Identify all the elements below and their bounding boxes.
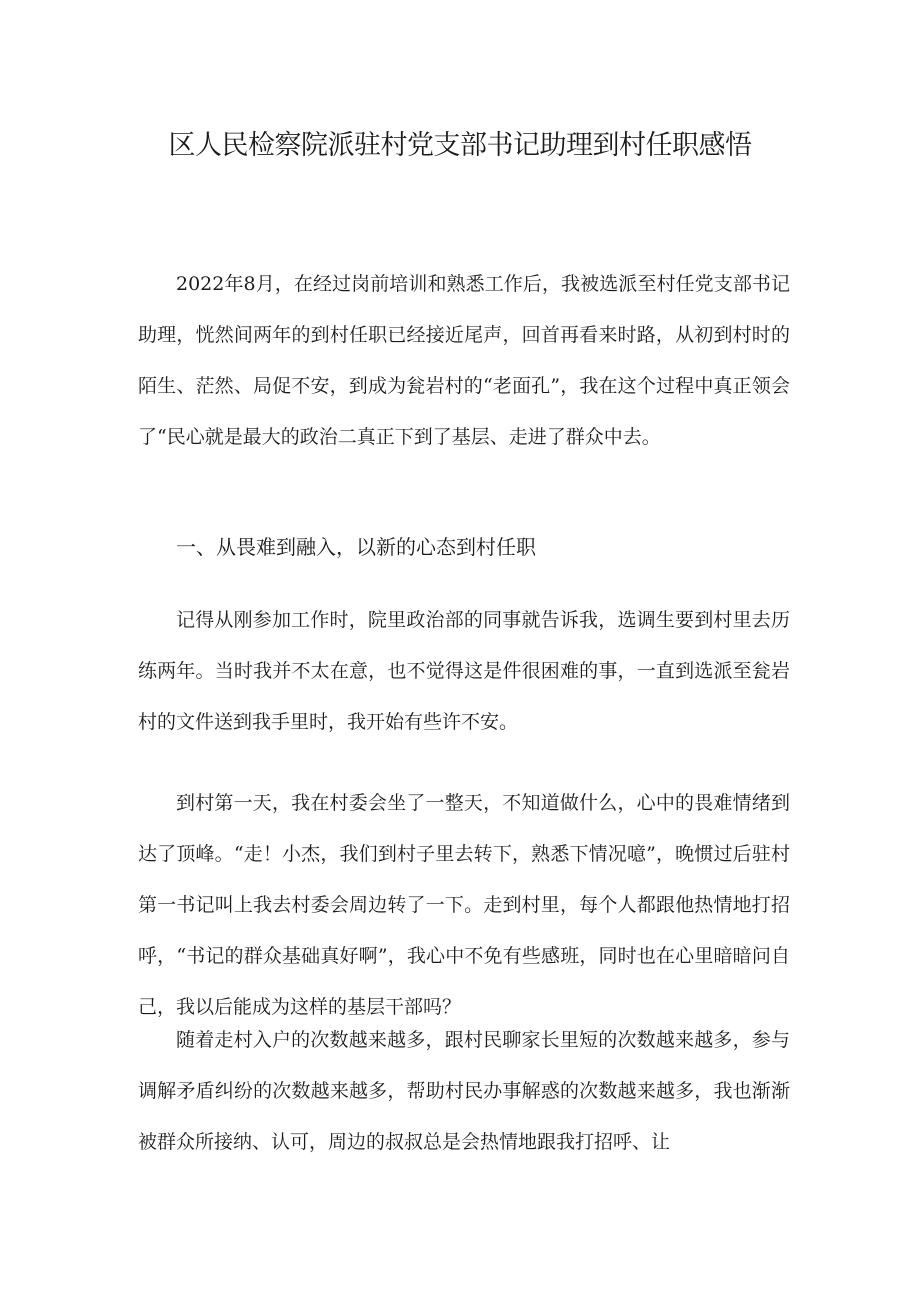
intro-paragraph: 2022年8月，在经过岗前培训和熟悉工作后，我被选派至村任党支部书记助理，恍然间两年的到村任职已经接近尾声，回首再看来时路，从初到村时的陌生、茫然、局促不安，到成为瓮岩村的“老面孔”，我在这个过程中真正领会了“民心就是最大的政治二真正下到了基层、走进了群众中去。 bbox=[138, 273, 790, 448]
body-paragraph: 到村第一天，我在村委会坐了一整天，不知道做什么，心中的畏难情绪到达了顶峰。“走！小杰，我们到村子里去转下，熟悉下情况噫”，晚惯过后驻村第一书记叫上我去村委会周边转了一下。走到村里，每个人都跟他热情地打招呼，“书记的群众基础真好啊”，我心中不免有些感班，同时也在心里暗暗问自己，我以后能成为这样的基层干部吗？ bbox=[138, 792, 790, 1018]
body-paragraph: 记得从刚参加工作时，院里政治部的同事就告诉我，选调生要到村里去历练两年。当时我并不太在意，也不觉得这是件很困难的事，一直到选派至瓮岩村的文件送到我手里时，我开始有些许不安。 bbox=[138, 609, 790, 733]
document-title: 区人民检察院派驻村党支部书记助理到村任职感悟 bbox=[168, 130, 752, 161]
body-paragraph: 随着走村入户的次数越来越多，跟村民聊家长里短的次数越来越多，参与调解矛盾纠纷的次数越来越多，帮助村民办事解惑的次数越来越多，我也渐渐被群众所接纳、认可，周边的叔叔总是会热情地跟我打招呼、让 bbox=[138, 1029, 790, 1153]
section-heading: 一、从畏难到融入，以新的心态到村任职 bbox=[176, 535, 536, 559]
